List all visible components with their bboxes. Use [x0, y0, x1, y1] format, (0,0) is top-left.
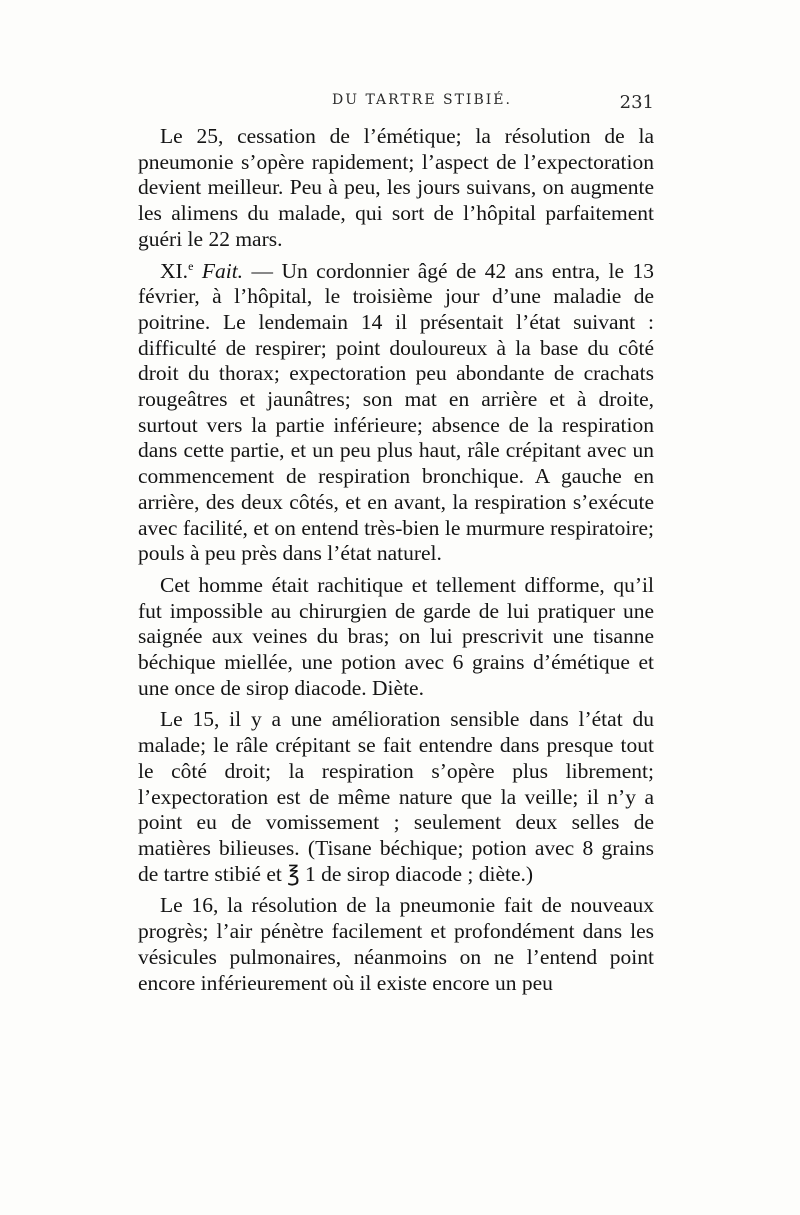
paragraph-2-case-xi	[138, 259, 654, 567]
paragraph-text: Le 25, cessation de l’émétique; la résolution de la pneumonie s’opère rapidement; l’aspect de l’expectoration devient meilleur. Peu à peu, les jours suivans, on augmente les alimens du malade, qui sort de l’hôpital parfaitement guéri le 22 mars.	[138, 124, 654, 251]
paragraph-text: Cet homme était rachitique et tellement difforme, qu’il fut impossible au chirurgien de garde de lui pratiquer une saignée aux veines du bras; on lui prescrivit une tisanne béchique miellée, une potion avec 6 grains d’émétique et une once de sirop diacode. Diète.	[138, 572, 654, 700]
paragraph-5	[138, 893, 654, 996]
case-number: XI.	[160, 258, 189, 283]
paragraph-3	[138, 573, 654, 702]
paragraph-text: Le 15, il y a une amélioration sensible dans l’état du malade; le râle crépitant se fait entendre dans presque tout le côté droit; la respiration s’opère plus librement; l’expectoration est de même nature que la veille; il n’y a point eu de vomissement ; seulement deux selles de matières bilieuses. (Tisane béchique; potion avec 8 grains de tartre stibié et ℥ 1 de sirop diacode ; diète.)	[138, 707, 654, 886]
body-text	[138, 124, 654, 1002]
paragraph-4	[138, 707, 654, 887]
case-label: Fait.	[201, 258, 244, 283]
running-title: DU TARTRE STIBIÉ.	[332, 92, 512, 108]
paragraph-1	[138, 124, 654, 253]
page-header	[138, 92, 654, 118]
page-number: 231	[619, 92, 654, 113]
paragraph-text: Le 16, la résolution de la pneumonie fait de nouveaux progrès; l’air pénètre facilement et profondément dans les vésicules pulmonaires, néanmoins on ne l’entend point encore inférieurement où il existe encore un peu	[138, 893, 654, 995]
case-number-superscript: e	[188, 258, 194, 273]
paragraph-text: — Un cordonnier âgé de 42 ans entra, le 13 février, à l’hôpital, le troisième jour d’une maladie de poitrine. Le lendemain 14 il présentait l’état suivant : difficulté de respirer; point douloureux à la base du côté droit du thorax; expectoration peu abondante de crachats rougeâtres et jaunâtres; son mat en arrière et à droite, surtout vers la partie inférieure; absence de la respiration dans cette partie, et un peu plus haut, râle crépitant avec un commencement de respiration bronchique. A gauche en arrière, des deux côtés, et en avant, la respiration s’exécute avec facilité, et on entend très-bien le murmure respiratoire; pouls à peu près dans l’état naturel.	[138, 258, 655, 566]
